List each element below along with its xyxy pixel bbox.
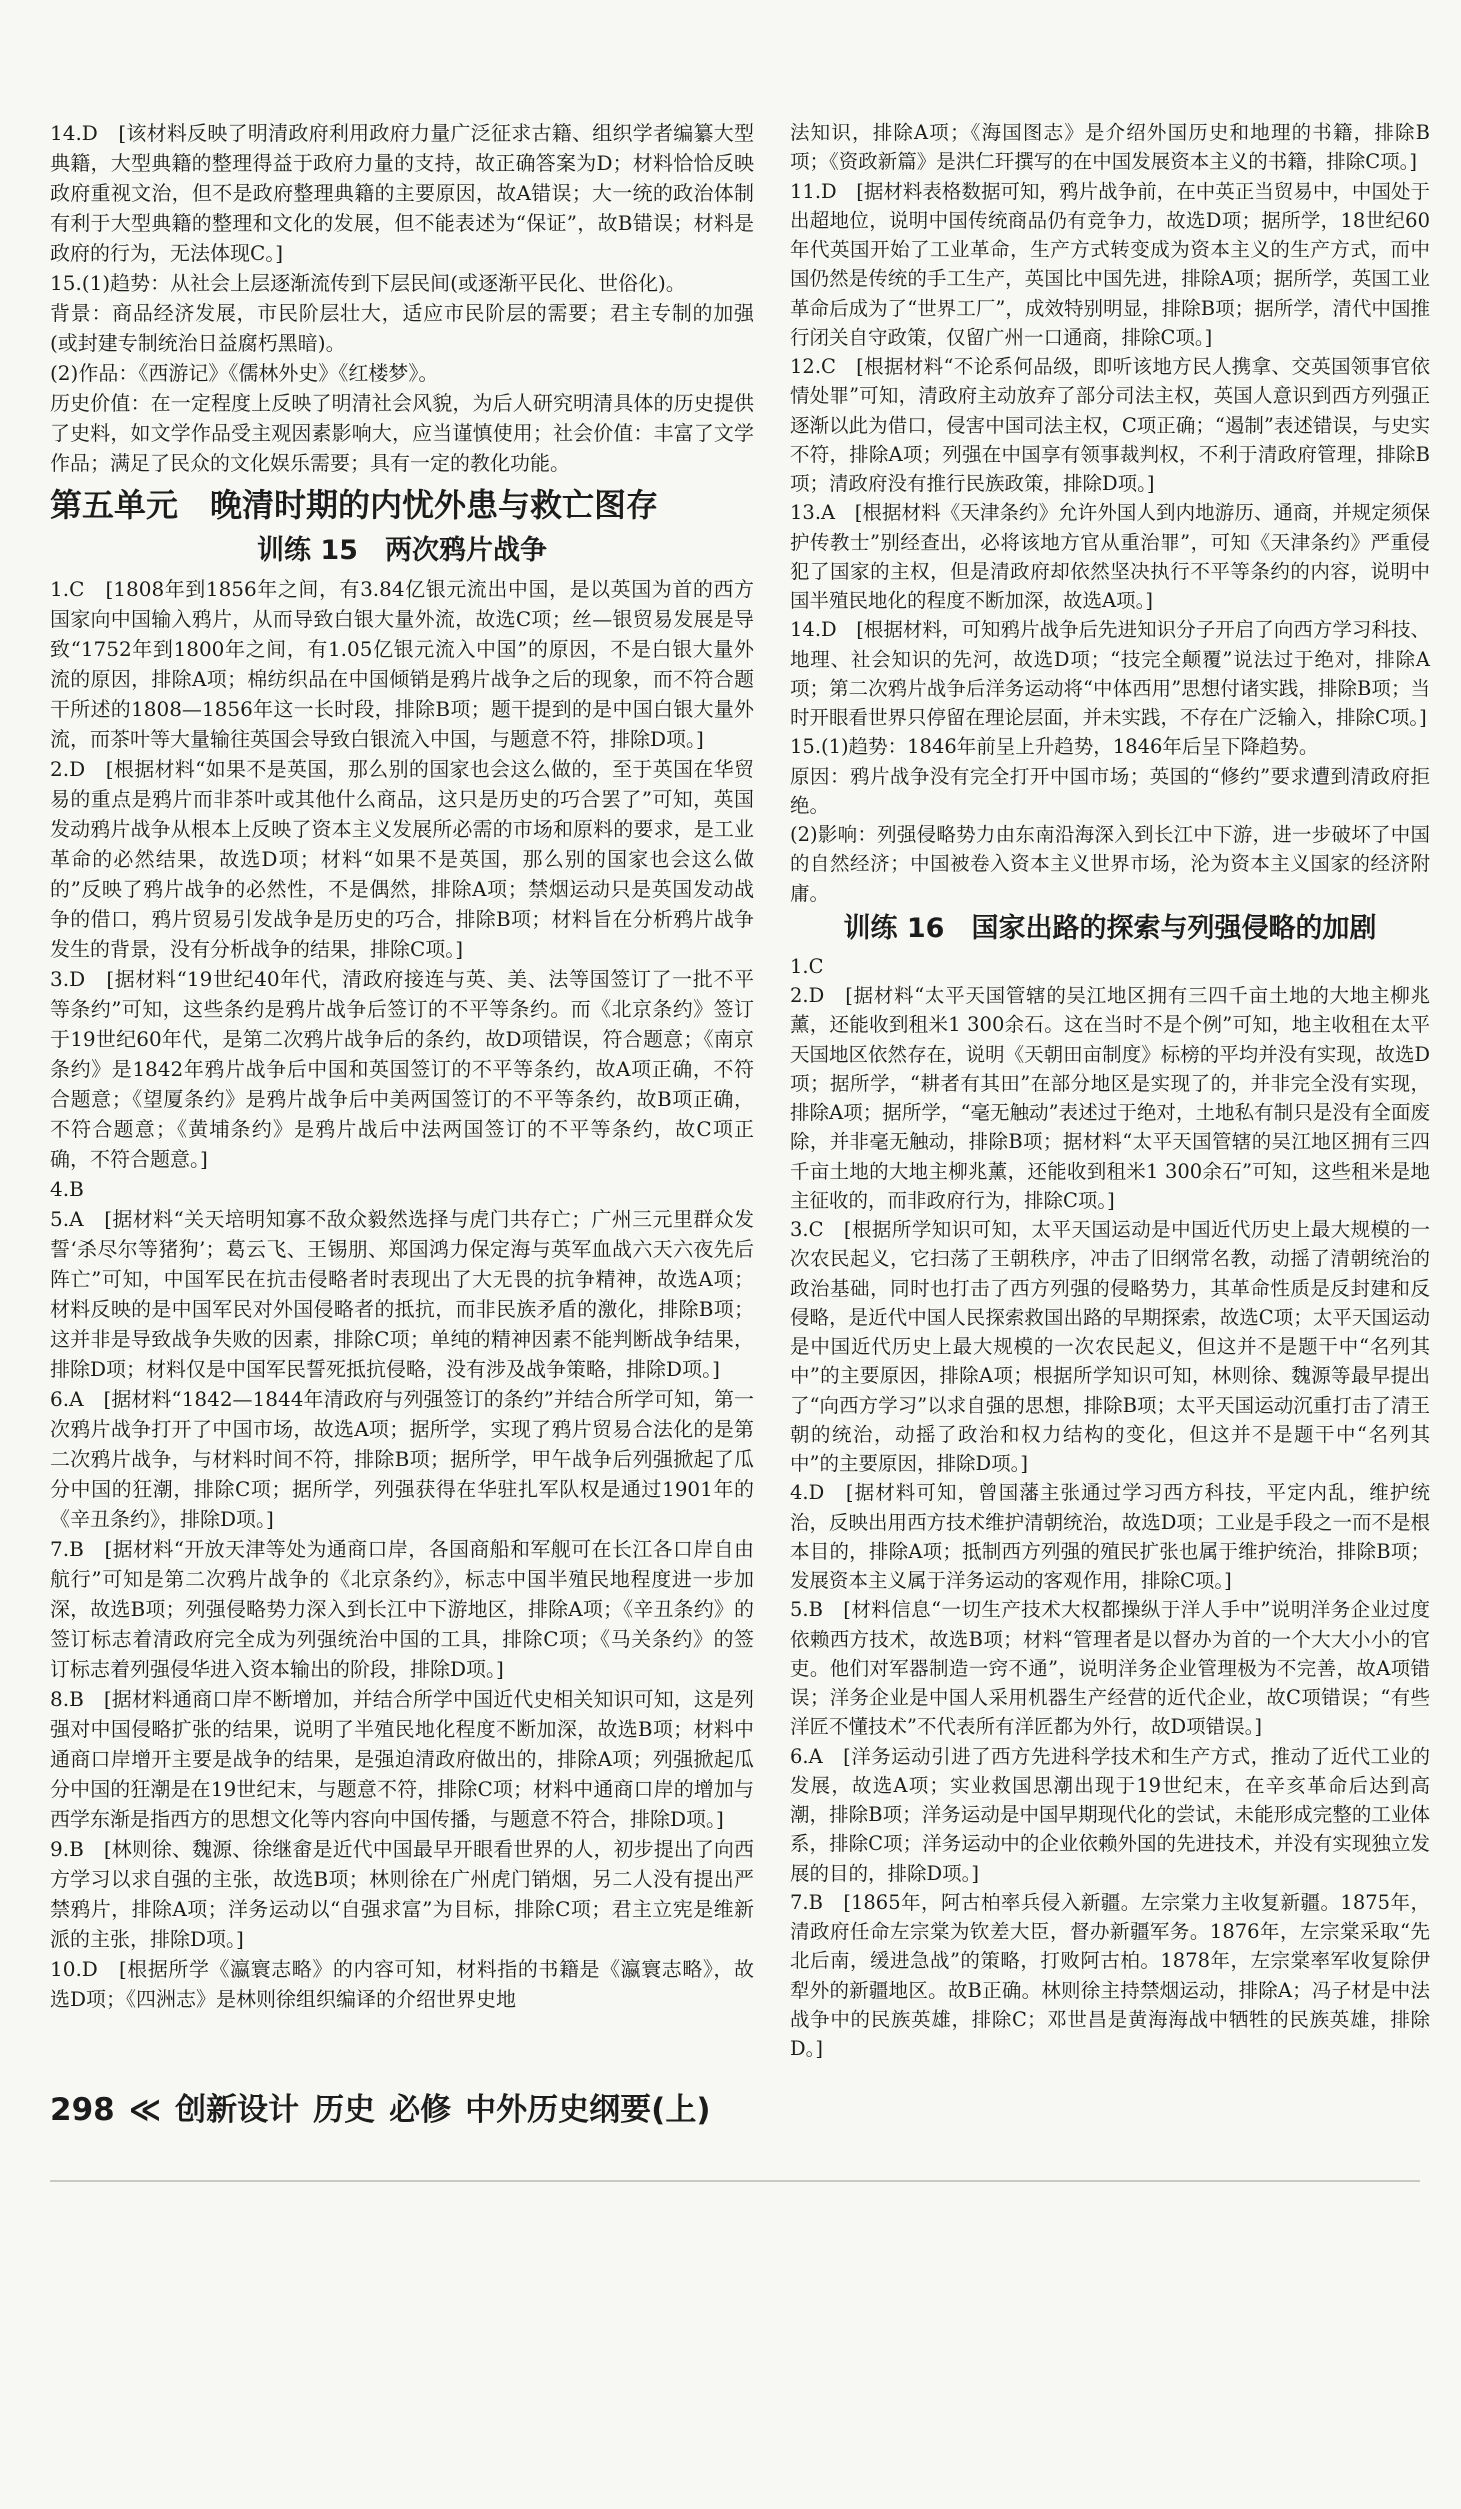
answer-item: 5.B [材料信息“一切生产技术大权都操纵于洋人手中”说明洋务企业过度依赖西方技术，故选B项；材料“管理者是以督办为首的一个大大小小的官吏。他们对军器制造一窍不通”，说明洋务企业管理极为不完善，故A项错误；洋务企业是中国人采用机器生产经营的近代企业，故C项错误；“有些洋匠不懂技术”不代表所有洋匠都为外行，故D项错误。]	[790, 1598, 1430, 1739]
answer-item: 15.(1)趋势：从社会上层逐渐流传到下层民间(或逐渐平民化、世俗化)。 背景：商品经济发展，市民阶层壮大，适应市民阶层的需要；君主专制的加强(或封建专制统治日益腐朽黑暗)。 (2)作品：《西游记》《儒林外史》《红楼梦》。 历史价值：在一定程度上反映了明清社会风貌，为后人研究明清具体的历史提供了史料，如文学作品受主观因素影响大，应当谨慎使用；社会价值：丰富了文学作品；满足了民众的文化娱乐需要；具有一定的教化功能。	[50, 271, 754, 475]
answer-item: 法知识，排除A项；《海国图志》是介绍外国历史和地理的书籍，排除B项；《资政新篇》是洪仁玕撰写的在中国发展资本主义的书籍，排除C项。]	[790, 121, 1430, 174]
answer-item: 2.D [根据材料“如果不是英国，那么别的国家也会这么做的，至于英国在华贸易的重点是鸦片而非茶叶或其他什么商品，这只是历史的巧合罢了”可知，英国发动鸦片战争从根本上反映了资本主义发展所必需的市场和原料的要求，是工业革命的必然结果，故选D项；材料“如果不是英国，那么别的国家也会这么做的”反映了鸦片战争的必然性，不是偶然，排除A项；禁烟运动只是英国发动战争的借口，鸦片贸易引发战争是历史的巧合，排除B项；材料旨在分析鸦片战争发生的背景，没有分析战争的结果，排除C项。]	[50, 757, 754, 961]
answer-item: 12.C [根据材料“不论系何品级，即听该地方民人携拿、交英国领事官依情处罪”可知，清政府主动放弃了部分司法主权，英国人意识到西方列强正逐渐以此为借口，侵害中国司法主权，C项正确；“遏制”表述错误，与史实不符，排除A项；列强在中国享有领事裁判权，不利于清政府管理，排除B项；清政府没有推行民族政策，排除D项。]	[790, 355, 1430, 495]
answer-item: 7.B [据材料“开放天津等处为通商口岸，各国商船和军舰可在长江各口岸自由航行”可知是第二次鸦片战争的《北京条约》，标志中国半殖民地程度进一步加深，故选B项；列强侵略势力深入到长江中下游地区，排除A项；《辛丑条约》的签订标志着清政府完全成为列强统治中国的工具，排除C项；《马关条约》的签订标志着列强侵华进入资本输出的阶段，排除D项。]	[50, 1537, 754, 1681]
answer-item: 3.D [据材料“19世纪40年代，清政府接连与英、美、法等国签订了一批不平等条约”可知，这些条约是鸦片战争后签订的不平等条约。而《北京条约》签订于19世纪60年代，是第二次鸦片战争后的条约，故D项错误，符合题意；《南京条约》是1842年鸦片战争后中国和英国签订的不平等条约，故A项正确，不符合题意；《望厦条约》是鸦片战争后中美两国签订的不平等条约，故B项正确，不符合题意；《黄埔条约》是鸦片战后中法两国签订的不平等条约，故C项正确，不符合题意。]	[50, 967, 754, 1171]
chevron-left-icon: ≪	[128, 2092, 162, 2128]
answer-item: 6.A [洋务运动引进了西方先进科学技术和生产方式，推动了近代工业的发展，故选A项；实业救国思潮出现于19世纪末，在辛亥革命后达到高潮，排除B项；洋务运动是中国早期现代化的尝试，未能形成完整的工业体系，排除C项；洋务运动中的企业依赖外国的先进技术，并没有实现独立发展的目的，排除D项。]	[790, 1744, 1430, 1885]
answer-item: 11.D [据材料表格数据可知，鸦片战争前，在中英正当贸易中，中国处于出超地位，说明中国传统商品仍有竞争力，故选D项；据所学，18世纪60年代英国开始了工业革命，生产方式转变成为资本主义的生产方式，而中国仍然是传统的手工生产，英国比中国先进，排除A项；据所学，英国工业革命后成为了“世界工厂”，成效特别明显，排除B项；据所学，清代中国推行闭关自守政策，仅留广州一口通商，排除C项。]	[790, 179, 1430, 349]
answer-item: 4.D [据材料可知，曾国藩主张通过学习西方科技，平定内乱，维护统治，反映出用西方技术维护清朝统治，故选D项；工业是手段之一而不是根本目的，排除A项；抵制西方列强的殖民扩张也属于维护统治，排除B项；发展资本主义属于洋务运动的客观作用，排除C项。]	[790, 1481, 1430, 1592]
answer-item: 15.(1)趋势：1846年前呈上升趋势，1846年后呈下降趋势。 原因：鸦片战争没有完全打开中国市场；英国的“修约”要求遭到清政府拒绝。 (2)影响：列强侵略势力由东南沿海深入到长江中下游，进一步破坏了中国的自然经济；中国被卷入资本主义世界市场，沦为资本主义国家的经济附庸。	[790, 735, 1430, 905]
answer-item: 8.B [据材料通商口岸不断增加，并结合所学中国近代史相关知识可知，这是列强对中国侵略扩张的结果，说明了半殖民地化程度不断加深，故选B项；材料中通商口岸增开主要是战争的结果，是强迫清政府做出的，排除A项；列强掀起瓜分中国的狂潮是在19世纪末，与题意不符，排除C项；材料中通商口岸的增加与西学东渐是指西方的思想文化等内容向中国传播，与题意不符合，排除D项。]	[50, 1687, 754, 1831]
book-title: 中外历史纲要(上)	[465, 2092, 711, 2128]
book-brand: 创新设计	[175, 2092, 300, 2128]
answer-item: 4.B	[50, 1177, 84, 1201]
answer-item: 1.C [1808年到1856年之间，有3.84亿银元流出中国，是以英国为首的西方国家向中国输入鸦片，从而导致白银大量外流，故选C项；丝—银贸易发展是导致“1752年到1800年之间，有1.05亿银元流入中国”的原因，不是白银大量外流的原因，排除A项；棉纺织品在中国倾销是鸦片战争之后的现象，而不符合题干所述的1808—1856年这一长时段，排除B项；题干提到的是中国白银大量外流，而茶叶等大量输往英国会导致白银流入中国，与题意不符，排除D项。]	[50, 577, 754, 751]
answer-item: 1.C	[790, 954, 824, 978]
answer-item: 10.D [根据所学《瀛寰志略》的内容可知，材料指的书籍是《瀛寰志略》，故选D项；《四洲志》是林则徐组织编译的介绍世界史地	[50, 1957, 754, 2011]
answer-item: 9.B [林则徐、魏源、徐继畲是近代中国最早开眼看世界的人，初步提出了向西方学习以求自强的主张，故选B项；林则徐在广州虎门销烟，另二人没有提出严禁鸦片，排除A项；洋务运动以“自强求富”为目标，排除C项；君主立宪是维新派的主张，排除D项。]	[50, 1837, 754, 1951]
page-bottom-rule	[50, 2180, 1420, 2182]
answer-item: 5.A [据材料“关天培明知寡不敌众毅然选择与虎门共存亡；广州三元里群众发誓‘杀尽尔等猪狗’；葛云飞、王锡朋、郑国鸿力保定海与英军血战六天六夜先后阵亡”可知，中国军民在抗击侵略者时表现出了大无畏的抗争精神，故选A项；材料反映的是中国军民对外国侵略者的抵抗，而非民族矛盾的激化，排除B项；这并非是导致战争失败的因素，排除C项；单纯的精神因素不能判断战争结果，排除D项；材料仅是中国军民誓死抵抗侵略，没有涉及战争策略，排除D项。]	[50, 1207, 754, 1381]
answer-item: 6.A [据材料“1842—1844年清政府与列强签订的条约”并结合所学可知，第一次鸦片战争打开了中国市场，故选A项；据所学，实现了鸦片贸易合法化的是第二次鸦片战争，与材料时间不符，排除B项；据所学，甲午战争后列强掀起了瓜分中国的狂潮，排除C项；据所学，列强获得在华驻扎军队权是通过1901年的《辛丑条约》，排除D项。]	[50, 1387, 754, 1531]
answer-item: 14.D [根据材料，可知鸦片战争后先进知识分子开启了向西方学习科技、地理、社会知识的先河，故选D项；“技完全颠覆”说法过于绝对，排除A项；第二次鸦片战争后洋务运动将“中体西用”思想付诸实践，排除B项；当时开眼看世界只停留在理论层面，并未实践，不存在广泛输入，排除C项。]	[790, 618, 1430, 729]
page-footer	[50, 2084, 725, 2129]
lesson-title: 训练 15 两次鸦片战争	[257, 535, 547, 566]
page-number: 298	[50, 2092, 115, 2128]
answer-item: 7.B [1865年，阿古柏率兵侵入新疆。左宗棠力主收复新疆。1875年，清政府任命左宗棠为钦差大臣，督办新疆军务。1876年，左宗棠采取“先北后南，缓进急战”的策略，打败阿古柏。1878年，左宗棠率军收复除伊犁外的新疆地区。故B正确。林则徐主持禁烟运动，排除A；冯子材是中法战争中的民族英雄，排除C；邓世昌是黄海海战中牺牲的民族英雄，排除D。]	[790, 1890, 1430, 2060]
answer-item: 14.D [该材料反映了明清政府利用政府力量广泛征求古籍、组织学者编纂大型典籍，大型典籍的整理得益于政府力量的支持，故正确答案为D；材料恰恰反映政府重视文治，但不是政府整理典籍的主要原因，故A错误；大一统的政治体制有利于大型典籍的整理和文化的发展，但不能表述为“保证”，故B错误；材料是政府的行为，无法体现C。]	[50, 121, 754, 265]
left-column	[50, 118, 754, 2014]
answer-item: 2.D [据材料“太平天国管辖的吴江地区拥有三四千亩土地的大地主柳兆薰，还能收到租米1 300余石。这在当时不是个例”可知，地主收租在太平天国地区依然存在，说明《天朝田亩制度》标榜的平均并没有实现，故选D项；据所学，“耕者有其田”在部分地区是实现了的，并非完全没有实现，排除A项；据所学，“毫无触动”表述过于绝对，土地私有制只是没有全面废除，并非毫无触动，排除B项；据材料“太平天国管辖的吴江地区拥有三四千亩土地的大地主柳兆薰，还能收到租米1 300余石”可知，这些租米是地主征收的，而非政府行为，排除C项。]	[790, 984, 1430, 1212]
lesson-title: 训练 16 国家出路的探索与列强侵略的加剧	[843, 912, 1377, 944]
answer-item: 3.C [根据所学知识可知，太平天国运动是中国近代历史上最大规模的一次农民起义，它扫荡了王朝秩序，冲击了旧纲常名教，动摇了清朝统治的政治基础，同时也打击了西方列强的侵略势力，其革命性质是反封建和反侵略，是近代中国人民探索救国出路的早期探索，故选C项；太平天国运动是中国近代历史上最大规模的一次农民起义，但这并不是题干中“名列其中”的主要原因，排除A项；根据所学知识可知，林则徐、魏源等最早提出了“向西方学习”以求自强的思想，排除B项；太平天国运动沉重打击了清王朝的统治，动摇了政治和权力结构的变化，但这并不是题干中“名列其中”的主要原因，排除D项。]	[790, 1218, 1430, 1475]
book-course: 必修	[389, 2092, 452, 2128]
book-subject: 历史	[313, 2092, 376, 2128]
answer-item: 13.A [根据材料《天津条约》允许外国人到内地游历、通商，并规定须保护传教士”别经查出，必将该地方官从重治罪”，可知《天津条约》严重侵犯了国家的主权，但是清政府却依然坚决执行不平等条约的内容，说明中国半殖民地化的程度不断加深，故选A项。]	[790, 501, 1430, 612]
right-column	[790, 118, 1430, 2063]
unit-title: 第五单元 晚清时期的内忧外患与救亡图存	[50, 486, 659, 524]
